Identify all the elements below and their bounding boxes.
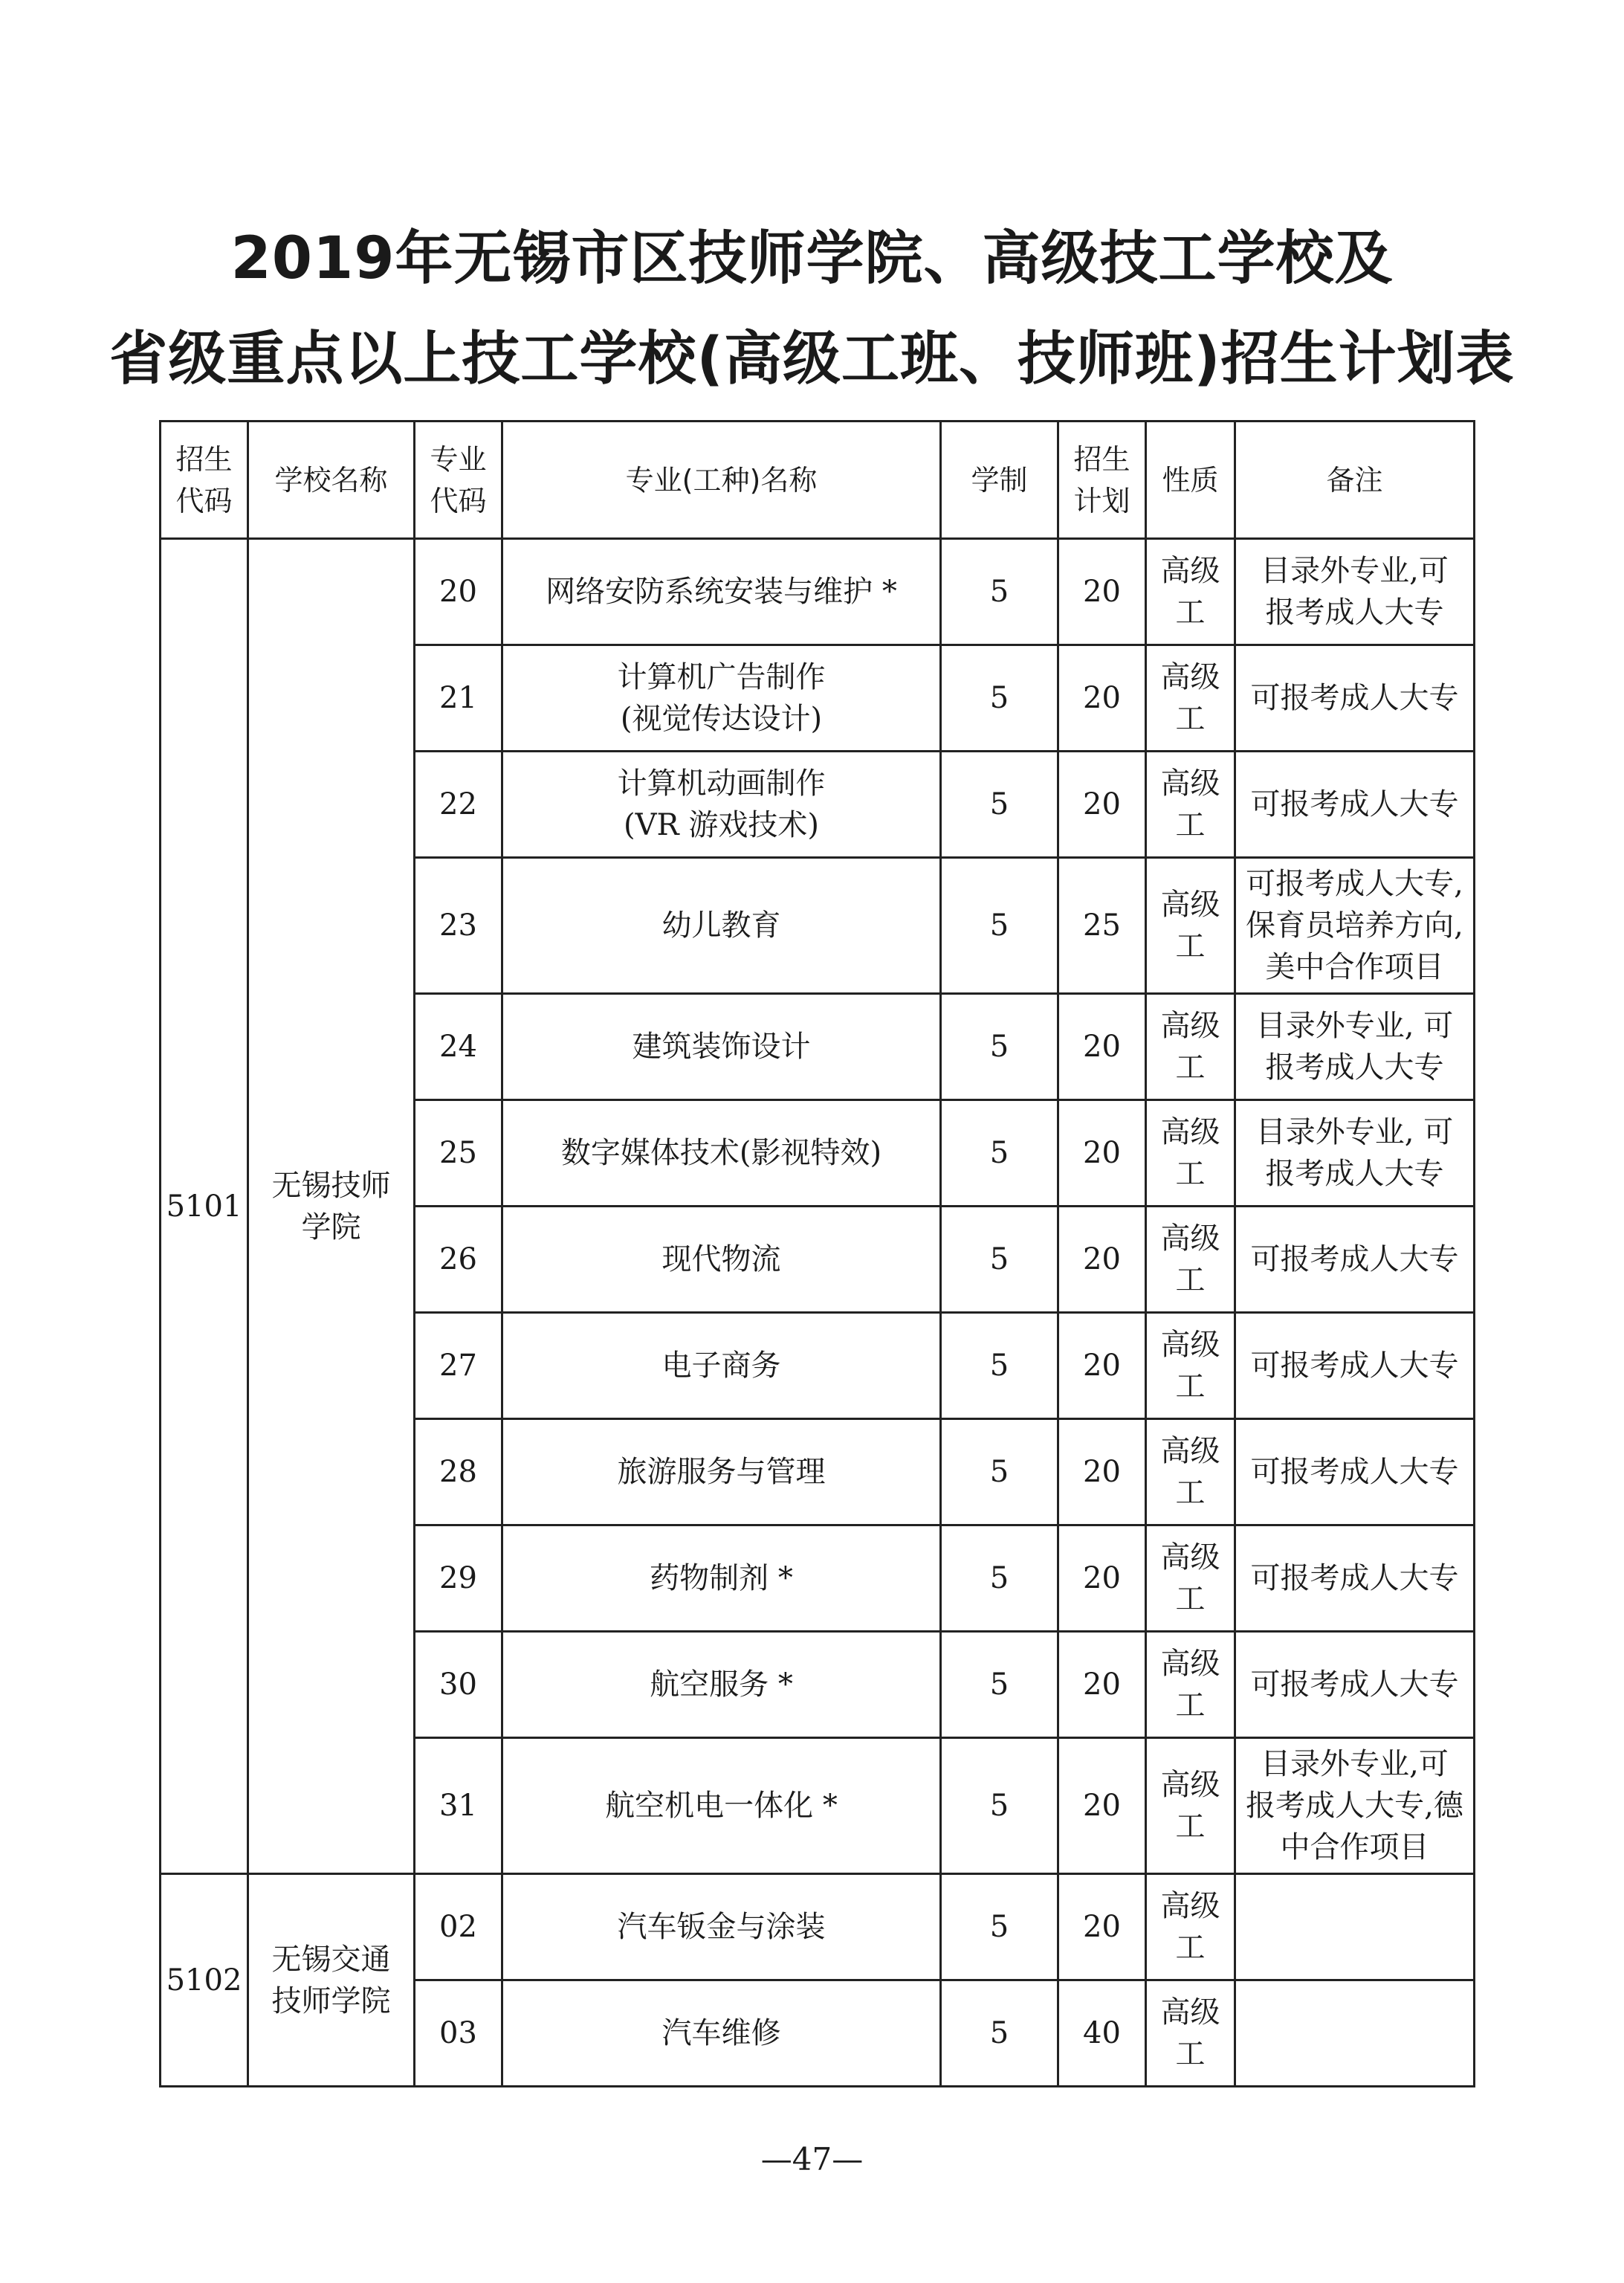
- nature: [1146, 752, 1235, 858]
- table-row: [161, 539, 1475, 645]
- years: 5: [941, 858, 1058, 994]
- nature-line: 高级: [1160, 1434, 1220, 1468]
- header-major-code: [415, 422, 502, 539]
- nature-line: 高级: [1160, 888, 1220, 922]
- nature: [1146, 994, 1235, 1100]
- major-code: 22: [415, 752, 502, 858]
- nature-line: 高级: [1160, 766, 1220, 801]
- header-major-code-line: 专业: [430, 442, 487, 476]
- nature: [1146, 1874, 1235, 1980]
- remark: [1235, 539, 1475, 645]
- nature-line: 工: [1175, 2037, 1206, 2071]
- remark-line: 目录外专业, 可: [1255, 1009, 1454, 1043]
- major-name: [502, 1419, 941, 1525]
- plan-count: 20: [1058, 1419, 1146, 1525]
- major-code: 23: [415, 858, 502, 994]
- nature-line: 工: [1175, 808, 1206, 842]
- remark-line: 目录外专业,可: [1261, 1747, 1449, 1781]
- nature-line: 工: [1175, 1688, 1206, 1722]
- remark-line: 美中合作项目: [1265, 950, 1444, 984]
- remark-line: 报考成人大专: [1265, 1050, 1444, 1085]
- header-code: [161, 422, 248, 539]
- major-name: [502, 645, 941, 752]
- plan-count: 20: [1058, 645, 1146, 752]
- school-name-line: 无锡技师: [271, 1168, 391, 1203]
- nature-line: 高级: [1160, 660, 1220, 694]
- remark: [1235, 858, 1475, 994]
- plan-count: 20: [1058, 1738, 1146, 1874]
- page-number: —47—: [760, 2141, 864, 2177]
- nature: [1146, 1738, 1235, 1874]
- header-nature: 性质: [1146, 422, 1235, 539]
- nature-line: 高级: [1160, 1768, 1220, 1802]
- remark-line: 报考成人大专: [1265, 595, 1444, 630]
- major-code: 27: [415, 1313, 502, 1419]
- remark-line: 可报考成人大专: [1250, 1455, 1459, 1489]
- nature: [1146, 1313, 1235, 1419]
- nature: [1146, 539, 1235, 645]
- remark-line: 可报考成人大专: [1250, 1349, 1459, 1383]
- major-name-line: 航空服务 *: [650, 1667, 793, 1702]
- nature: [1146, 1980, 1235, 2087]
- major-name-line: 旅游服务与管理: [617, 1455, 826, 1489]
- remark-line: 可报考成人大专: [1250, 1242, 1459, 1276]
- major-name: [502, 1874, 941, 1980]
- years: 5: [941, 1874, 1058, 1980]
- school-code: 5102: [161, 1874, 248, 2087]
- major-code: 02: [415, 1874, 502, 1980]
- years: 5: [941, 1419, 1058, 1525]
- major-name: [502, 994, 941, 1100]
- remark-line: 可报考成人大专: [1250, 1667, 1459, 1702]
- major-code: 24: [415, 994, 502, 1100]
- header-remark: 备注: [1235, 422, 1475, 539]
- major-code: 29: [415, 1525, 502, 1632]
- remark: [1235, 1100, 1475, 1207]
- plan-count: 20: [1058, 539, 1146, 645]
- nature-line: 工: [1175, 702, 1206, 736]
- nature-line: 高级: [1160, 1328, 1220, 1362]
- school-name-line: 技师学院: [271, 1983, 391, 2018]
- nature-line: 工: [1175, 595, 1206, 630]
- years: 5: [941, 1738, 1058, 1874]
- header-plan-line: 计划: [1073, 484, 1130, 517]
- plan-count: 20: [1058, 994, 1146, 1100]
- nature-line: 高级: [1160, 1540, 1220, 1575]
- major-code: 31: [415, 1738, 502, 1874]
- years: 5: [941, 1207, 1058, 1313]
- remark-line: 可报考成人大专,: [1246, 867, 1463, 901]
- major-name-line: 计算机动画制作: [617, 766, 826, 801]
- header-school: 学校名称: [248, 422, 415, 539]
- major-name: [502, 1980, 941, 2087]
- major-name-line: 建筑装饰设计: [632, 1030, 811, 1064]
- plan-count: 20: [1058, 1874, 1146, 1980]
- nature-line: 高级: [1160, 1009, 1220, 1043]
- major-code: 20: [415, 539, 502, 645]
- major-name-line: (VR 游戏技术): [624, 808, 819, 842]
- nature-line: 高级: [1160, 1115, 1220, 1149]
- nature-line: 高级: [1160, 1995, 1220, 2029]
- major-name: [502, 539, 941, 645]
- remark-line: 目录外专业,可: [1261, 554, 1449, 588]
- plan-count: 20: [1058, 1100, 1146, 1207]
- major-name: [502, 1207, 941, 1313]
- school-name: [248, 1874, 415, 2087]
- table-body: [161, 539, 1475, 2087]
- enrollment-plan-table: [159, 420, 1475, 2087]
- years: 5: [941, 539, 1058, 645]
- major-code: 30: [415, 1632, 502, 1738]
- school-name-line: 无锡交通: [271, 1942, 391, 1977]
- major-name-line: 计算机广告制作: [617, 660, 826, 694]
- title-line-1: 2019年无锡市区技师学院、高级技工学校及: [230, 225, 1394, 292]
- header-code-line: 代码: [175, 484, 233, 517]
- remark-line: 可报考成人大专: [1250, 787, 1459, 821]
- plan-count: 20: [1058, 1313, 1146, 1419]
- major-name-line: 数字媒体技术(影视特效): [560, 1136, 882, 1170]
- plan-count: 20: [1058, 1207, 1146, 1313]
- major-name-line: 网络安防系统安装与维护 *: [546, 575, 897, 609]
- nature-line: 工: [1175, 1157, 1206, 1191]
- remark: [1235, 1632, 1475, 1738]
- major-name: [502, 858, 941, 994]
- nature: [1146, 1632, 1235, 1738]
- header-row: [161, 422, 1475, 539]
- remark-line: 目录外专业, 可: [1255, 1115, 1454, 1149]
- nature: [1146, 858, 1235, 994]
- years: 5: [941, 752, 1058, 858]
- major-name-line: 汽车钣金与涂装: [617, 1910, 826, 1944]
- major-code: 21: [415, 645, 502, 752]
- nature-line: 工: [1175, 1476, 1206, 1510]
- major-name-line: 汽车维修: [661, 2016, 781, 2050]
- nature-line: 高级: [1160, 1889, 1220, 1923]
- remark-line: 保育员培养方向,: [1246, 908, 1463, 943]
- nature-line: 工: [1175, 1582, 1206, 1616]
- remark-line: 报考成人大专: [1265, 1157, 1444, 1191]
- header-major-name: 专业(工种)名称: [502, 422, 941, 539]
- remark: [1235, 1207, 1475, 1313]
- years: 5: [941, 1100, 1058, 1207]
- years: 5: [941, 994, 1058, 1100]
- remark-line: 中合作项目: [1280, 1830, 1429, 1864]
- major-name: [502, 1100, 941, 1207]
- years: 5: [941, 1632, 1058, 1738]
- school-name-line: 学院: [301, 1210, 361, 1244]
- header-plan: [1058, 422, 1146, 539]
- remark-line: 可报考成人大专: [1250, 681, 1459, 715]
- nature: [1146, 1207, 1235, 1313]
- major-name: [502, 1525, 941, 1632]
- header-plan-line: 招生: [1073, 442, 1130, 476]
- remark: [1235, 752, 1475, 858]
- major-name: [502, 1313, 941, 1419]
- nature-line: 高级: [1160, 1647, 1220, 1681]
- school-name: [248, 539, 415, 1874]
- remark: [1235, 1525, 1475, 1632]
- major-name-line: (视觉传达设计): [620, 702, 823, 736]
- header-code-line: 招生: [175, 442, 233, 476]
- years: 5: [941, 1980, 1058, 2087]
- major-name: [502, 1632, 941, 1738]
- remark: [1235, 1419, 1475, 1525]
- nature: [1146, 1100, 1235, 1207]
- nature-line: 工: [1175, 1809, 1206, 1844]
- title-line-2: 省级重点以上技工学校(高级工班、技师班)招生计划表: [109, 326, 1515, 393]
- nature: [1146, 1419, 1235, 1525]
- remark: [1235, 645, 1475, 752]
- header-years: 学制: [941, 422, 1058, 539]
- major-name-line: 药物制剂 *: [650, 1561, 793, 1595]
- remark: [1235, 1874, 1475, 1980]
- major-name-line: 电子商务: [661, 1349, 781, 1383]
- plan-count: 40: [1058, 1980, 1146, 2087]
- major-name: [502, 1738, 941, 1874]
- nature-line: 工: [1175, 1931, 1206, 1965]
- years: 5: [941, 645, 1058, 752]
- major-code: 25: [415, 1100, 502, 1207]
- remark: [1235, 994, 1475, 1100]
- nature-line: 工: [1175, 1369, 1206, 1404]
- major-name-line: 现代物流: [661, 1242, 781, 1276]
- remark: [1235, 1738, 1475, 1874]
- major-code: 26: [415, 1207, 502, 1313]
- plan-count: 25: [1058, 858, 1146, 994]
- major-code: 03: [415, 1980, 502, 2087]
- table-row: [161, 1874, 1475, 1980]
- years: 5: [941, 1313, 1058, 1419]
- remark-line: 报考成人大专,德: [1246, 1789, 1463, 1823]
- nature: [1146, 645, 1235, 752]
- plan-count: 20: [1058, 752, 1146, 858]
- major-name: [502, 752, 941, 858]
- remark: [1235, 1980, 1475, 2087]
- plan-count: 20: [1058, 1632, 1146, 1738]
- years: 5: [941, 1525, 1058, 1632]
- nature-line: 工: [1175, 1050, 1206, 1085]
- plan-count: 20: [1058, 1525, 1146, 1632]
- nature-line: 工: [1175, 929, 1206, 963]
- nature-line: 工: [1175, 1263, 1206, 1297]
- major-name-line: 航空机电一体化 *: [605, 1789, 838, 1823]
- major-name-line: 幼儿教育: [661, 908, 781, 943]
- nature: [1146, 1525, 1235, 1632]
- header-major-code-line: 代码: [430, 484, 487, 517]
- nature-line: 高级: [1160, 554, 1220, 588]
- remark: [1235, 1313, 1475, 1419]
- nature-line: 高级: [1160, 1221, 1220, 1256]
- school-code: 5101: [161, 539, 248, 1874]
- major-code: 28: [415, 1419, 502, 1525]
- remark-line: 可报考成人大专: [1250, 1561, 1459, 1595]
